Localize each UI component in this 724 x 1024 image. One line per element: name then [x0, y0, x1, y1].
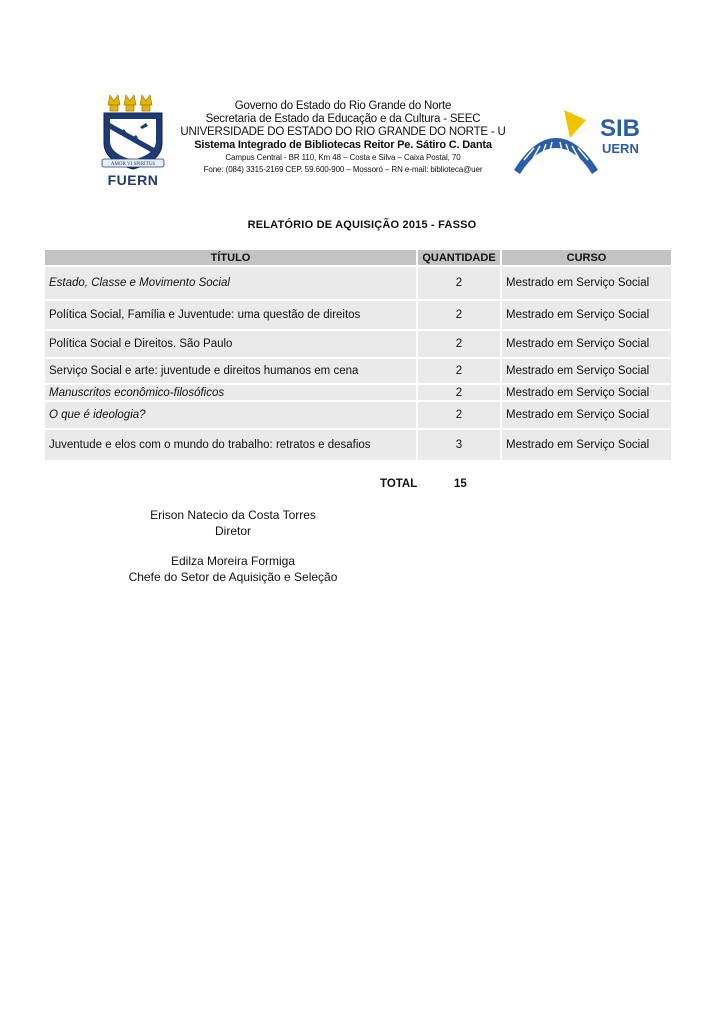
sib-logo-title: SIB — [600, 115, 641, 142]
row-quantity-cell: 2 — [418, 267, 502, 299]
row-title-cell: Estado, Classe e Movimento Social — [45, 267, 418, 299]
column-header-course: CURSO — [502, 250, 671, 265]
row-title-cell: Juventude e elos com o mundo do trabalho: retratos e desafios — [45, 430, 418, 460]
table-header-row — [45, 250, 671, 265]
total-value: 15 — [454, 478, 467, 490]
table-row — [45, 359, 671, 383]
row-course-cell: Mestrado em Serviço Social — [502, 331, 671, 357]
signature-name: Edilza Moreira Formiga — [170, 554, 296, 568]
header-line-library-system: Sistema Integrado de Bibliotecas Reitor Pe. Sátiro C. Danta — [194, 139, 492, 151]
table-row — [45, 385, 671, 400]
row-title-cell: O que é ideologia? — [45, 402, 418, 428]
header-line-contact: Fone: (084) 3315-2169 CEP. 59.600-900 – Mossoró – RN e-mail: biblioteca@uer — [203, 165, 483, 174]
row-quantity-cell: 3 — [418, 430, 502, 460]
row-course-cell: Mestrado em Serviço Social — [502, 359, 671, 383]
row-course-cell: Mestrado em Serviço Social — [502, 402, 671, 428]
acquisition-table — [45, 248, 671, 462]
row-title-cell: Política Social e Direitos. São Paulo — [45, 331, 418, 357]
header-line-government: Governo do Estado do Rio Grande do Norte — [234, 100, 452, 112]
column-header-title: TÍTULO — [45, 250, 418, 265]
signature-role: Chefe do Setor de Aquisição e Seleção — [128, 570, 338, 584]
table-row — [45, 331, 671, 357]
fuern-logo-text: FUERN — [107, 172, 159, 188]
row-title-cell: Manuscritos econômico-filosóficos — [45, 385, 418, 400]
table-row — [45, 402, 671, 428]
signature-director — [103, 507, 363, 539]
row-quantity-cell: 2 — [418, 385, 502, 400]
signature-role: Diretor — [214, 524, 251, 538]
header-line-secretariat: Secretaria de Estado da Educação e da Cultura - SEEC — [205, 113, 481, 125]
row-course-cell: Mestrado em Serviço Social — [502, 301, 671, 329]
table-body — [45, 267, 671, 460]
total-label: TOTAL — [380, 478, 418, 490]
row-title-cell: Serviço Social e arte: juventude e direitos humanos em cena — [45, 359, 418, 383]
header-line-university: UNIVERSIDADE DO ESTADO DO RIO GRANDE DO NORTE - U — [180, 126, 506, 138]
row-quantity-cell: 2 — [418, 301, 502, 329]
row-course-cell: Mestrado em Serviço Social — [502, 385, 671, 400]
row-course-cell: Mestrado em Serviço Social — [502, 430, 671, 460]
signature-acquisition-chief — [103, 553, 363, 585]
row-course-cell: Mestrado em Serviço Social — [502, 267, 671, 299]
header-line-address: Campus Central - BR 110, Km 48 – Costa e Silva – Caixa Postal, 70 — [225, 153, 461, 162]
report-title: RELATÓRIO DE AQUISIÇÃO 2015 - FASSO — [247, 219, 477, 231]
table-row — [45, 301, 671, 329]
row-quantity-cell: 2 — [418, 402, 502, 428]
row-quantity-cell: 2 — [418, 359, 502, 383]
column-header-quantity: QUANTIDADE — [418, 250, 502, 265]
sib-book-logo — [512, 108, 602, 178]
row-title-cell: Política Social, Família e Juventude: uma questão de direitos — [45, 301, 418, 329]
crest-motto: AMOR VI SPIRITUS — [110, 162, 156, 167]
sib-logo-subtitle: UERN — [602, 141, 639, 156]
table-row — [45, 267, 671, 299]
institution-header — [172, 100, 514, 182]
table-row — [45, 430, 671, 460]
signature-name: Erison Natecio da Costa Torres — [150, 508, 316, 522]
row-quantity-cell: 2 — [418, 331, 502, 357]
